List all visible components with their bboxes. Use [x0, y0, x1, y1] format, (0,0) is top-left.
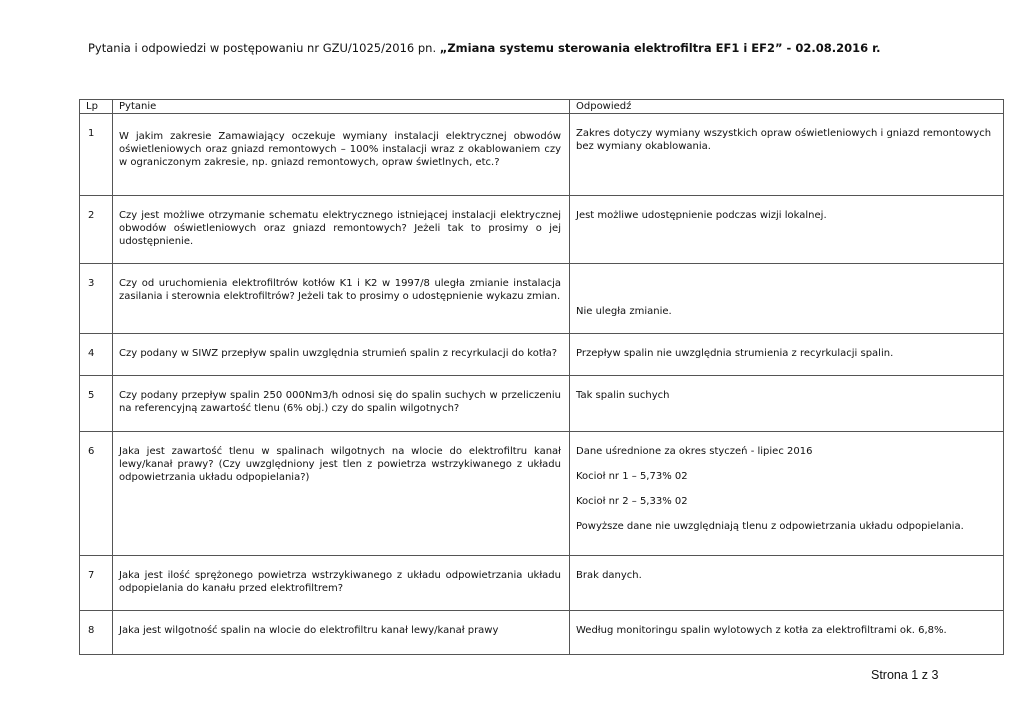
row-number: 6: [80, 432, 113, 556]
question-cell: Czy podany przepływ spalin 250 000Nm3/h odnosi się do spalin suchych w przeliczeniu na referencyjną zawartość tlenu (6% obj.) czy do spalin wilgotnych?: [113, 376, 570, 432]
header-prefix: Pytania i odpowiedzi w postępowaniu nr GZU/1025/2016 pn.: [88, 41, 440, 55]
column-header-answer: Odpowiedź: [570, 100, 1004, 114]
question-cell: Jaka jest ilość sprężonego powietrza wstrzykiwanego z układu odpowietrzania układu odpopielania do kanału przed elektrofiltrem?: [113, 556, 570, 611]
question-cell: Czy jest możliwe otrzymanie schematu elektrycznego istniejącej instalacji elektrycznej obwodów oświetleniowych oraz gniazd remontowych? Jeżeli tak to prosimy o jej udostępnienie.: [113, 196, 570, 264]
answer-line: Powyższe dane nie uwzględniają tlenu z odpowietrzania układu odpopielania.: [576, 521, 964, 532]
answer-cell: [570, 376, 1004, 432]
row-number: 1: [80, 114, 113, 196]
row-number: 7: [80, 556, 113, 611]
table-row: [80, 611, 1004, 655]
question-cell: W jakim zakresie Zamawiający oczekuje wymiany instalacji elektrycznej obwodów oświetleniowych oraz gniazd remontowych – 100% instalacji wraz z okablowaniem czy w ograniczonym zakresie, np. gniazd remontowych, opraw świetlnych, etc.?: [113, 114, 570, 196]
answer-cell: [570, 432, 1004, 556]
answer-cell: [570, 334, 1004, 376]
question-cell: Jaka jest zawartość tlenu w spalinach wilgotnych na wlocie do elektrofiltru kanał lewy/kanał prawy? (Czy uwzględniony jest tlen z powietrza wstrzykiwanego z układu odpowietrzania układu odpopielania?): [113, 432, 570, 556]
row-number: 3: [80, 264, 113, 334]
row-number: 2: [80, 196, 113, 264]
answer-line: Dane uśrednione za okres styczeń - lipiec 2016: [576, 446, 813, 457]
answer-line: Tak spalin suchych: [576, 390, 670, 401]
answer-cell: [570, 264, 1004, 334]
answer-line: Nie uległa zmianie.: [576, 306, 672, 317]
answer-line: Przepływ spalin nie uwzględnia strumienia z recyrkulacji spalin.: [576, 348, 894, 359]
row-number: 8: [80, 611, 113, 655]
qa-table: [79, 99, 1004, 655]
column-header-lp: Lp: [80, 100, 113, 114]
table-row: [80, 114, 1004, 196]
table-row: [80, 376, 1004, 432]
table-row: [80, 196, 1004, 264]
question-cell: Jaka jest wilgotność spalin na wlocie do elektrofiltru kanał lewy/kanał prawy: [113, 611, 570, 655]
row-number: 4: [80, 334, 113, 376]
answer-line: Brak danych.: [576, 570, 642, 581]
question-cell: Czy podany w SIWZ przepływ spalin uwzględnia strumień spalin z recyrkulacji do kotła?: [113, 334, 570, 376]
table-row: [80, 556, 1004, 611]
answer-line: Kocioł nr 2 – 5,33% 02: [576, 496, 688, 507]
answer-line: Kocioł nr 1 – 5,73% 02: [576, 471, 688, 482]
row-number: 5: [80, 376, 113, 432]
header-title: „Zmiana systemu sterowania elektrofiltra EF1 i EF2” - 02.08.2016 r.: [439, 41, 881, 55]
table-row: [80, 264, 1004, 334]
column-header-question: Pytanie: [113, 100, 570, 114]
answer-line: Jest możliwe udostępnienie podczas wizji lokalnej.: [576, 210, 827, 221]
document-header: [88, 41, 988, 55]
answer-cell: [570, 114, 1004, 196]
answer-line: Według monitoringu spalin wylotowych z kotła za elektrofiltrami ok. 6,8%.: [576, 625, 947, 636]
table-header-row: [80, 100, 1004, 114]
table-row: [80, 432, 1004, 556]
page-number: Strona 1 z 3: [871, 668, 939, 682]
answer-line: Zakres dotyczy wymiany wszystkich opraw oświetleniowych i gniazd remontowych bez wymiany okablowania.: [576, 128, 992, 152]
answer-cell: [570, 196, 1004, 264]
table-row: [80, 334, 1004, 376]
answer-cell: [570, 611, 1004, 655]
answer-cell: [570, 556, 1004, 611]
question-cell: Czy od uruchomienia elektrofiltrów kotłów K1 i K2 w 1997/8 uległa zmianie instalacja zasilania i sterownia elektrofiltrów? Jeżeli tak to prosimy o udostępnienie wykazu zmian.: [113, 264, 570, 334]
